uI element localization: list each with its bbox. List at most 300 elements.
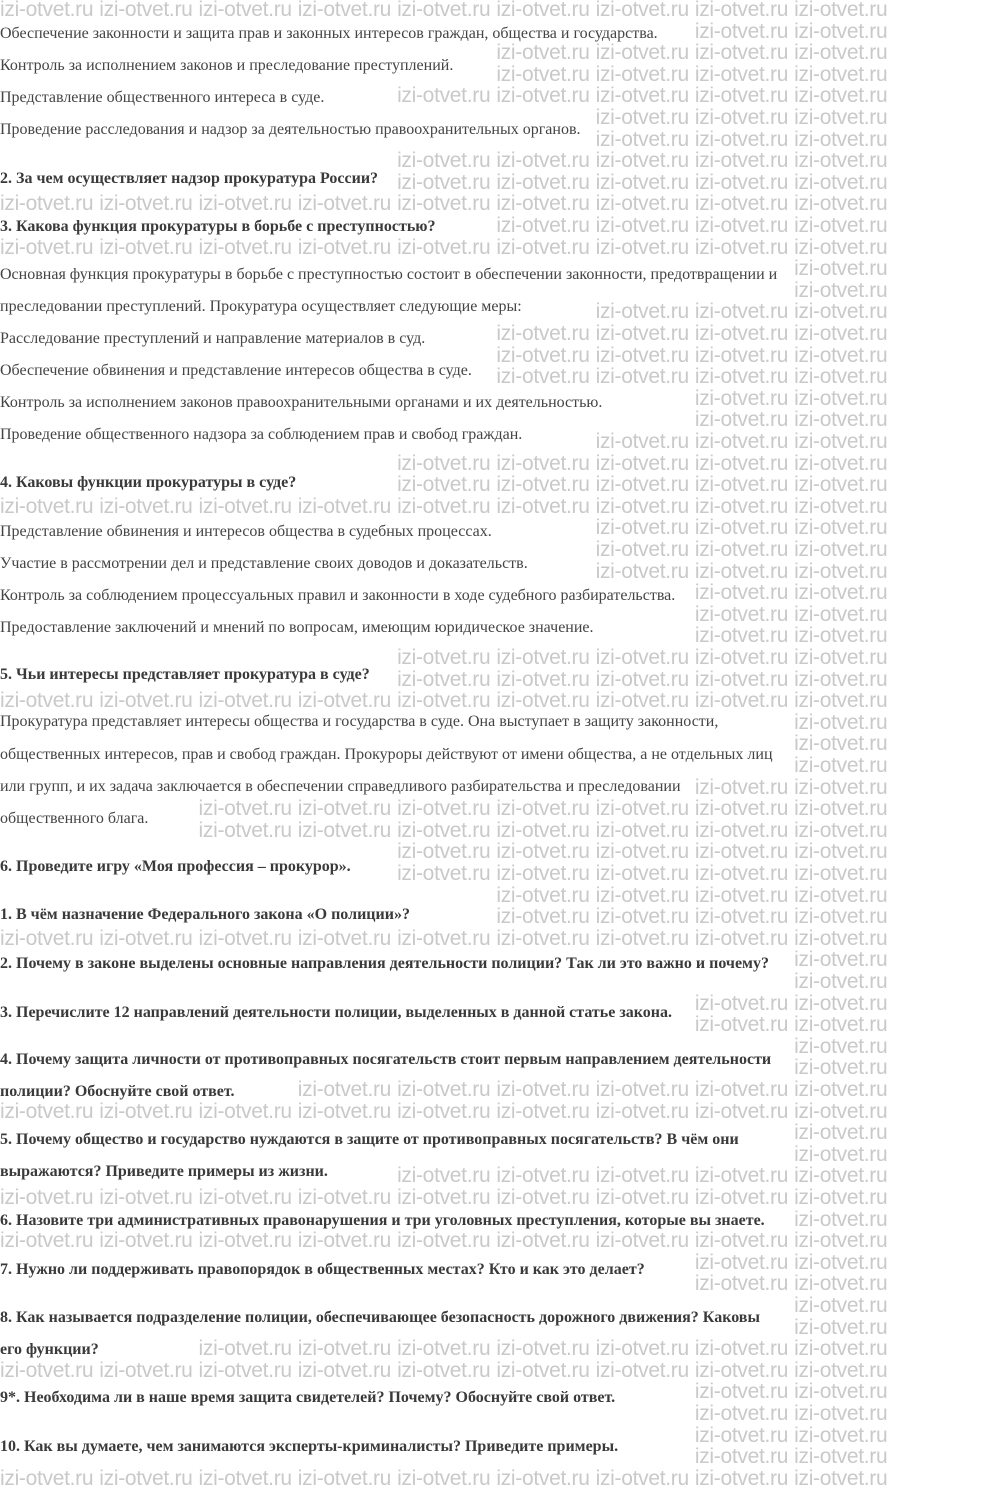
watermark-text: izi-otvet.ru <box>99 192 193 216</box>
watermark-text: izi-otvet.ru <box>694 170 789 194</box>
watermark-text: izi-otvet.ru <box>397 862 491 885</box>
question-heading: 4. Каковы функции прокуратуры в суде? <box>0 474 297 491</box>
watermark-text: izi-otvet.ru <box>794 1207 888 1231</box>
question-heading: выражаются? Приведите примеры из жизни. <box>0 1163 328 1180</box>
watermark-text: izi-otvet.ru <box>794 170 888 194</box>
watermark-text: izi-otvet.ru <box>694 408 789 432</box>
watermark-text: izi-otvet.ru <box>794 862 888 885</box>
watermark-text: izi-otvet.ru <box>0 192 94 216</box>
watermark-text: izi-otvet.ru <box>0 0 94 21</box>
watermark-text: izi-otvet.ru <box>595 516 689 540</box>
watermark-text: izi-otvet.ru <box>794 516 888 540</box>
watermark-text: izi-otvet.ru <box>595 1078 689 1101</box>
watermark-text: izi-otvet.ru <box>694 84 789 108</box>
watermark-text: izi-otvet.ru <box>694 127 789 151</box>
watermark-text: izi-otvet.ru <box>694 1078 789 1101</box>
watermark-text: izi-otvet.ru <box>496 0 590 21</box>
watermark-text: izi-otvet.ru <box>794 775 888 799</box>
watermark-text: izi-otvet.ru <box>694 0 789 21</box>
watermark-text: izi-otvet.ru <box>694 667 789 691</box>
watermark-text: izi-otvet.ru <box>397 1229 491 1253</box>
watermark-text: izi-otvet.ru <box>794 322 888 345</box>
watermark-text: izi-otvet.ru <box>595 926 689 950</box>
watermark-text: izi-otvet.ru <box>297 494 392 518</box>
watermark-text: izi-otvet.ru <box>794 84 888 108</box>
watermark-text: izi-otvet.ru <box>694 106 789 129</box>
watermark-text: izi-otvet.ru <box>397 1164 491 1188</box>
watermark-text: izi-otvet.ru <box>496 343 590 367</box>
watermark-text: izi-otvet.ru <box>694 883 789 907</box>
watermark-text: izi-otvet.ru <box>0 1466 94 1490</box>
watermark-text: izi-otvet.ru <box>297 689 392 713</box>
watermark-text: izi-otvet.ru <box>794 948 888 972</box>
watermark-text: izi-otvet.ru <box>0 494 94 518</box>
watermark-text: izi-otvet.ru <box>694 149 789 173</box>
answer-text: Прокуратура представляет интересы общества и государства в суде. Она выступает в защиту законности, <box>0 713 719 730</box>
watermark-text: izi-otvet.ru <box>694 473 789 497</box>
question-heading: 7. Нужно ли поддерживать правопорядок в общественных местах? Кто и как это делает? <box>0 1261 645 1278</box>
watermark-text: izi-otvet.ru <box>694 1164 789 1188</box>
watermark-text: izi-otvet.ru <box>595 149 689 173</box>
watermark-text: izi-otvet.ru <box>198 192 292 216</box>
answer-text: Контроль за соблюдением процессуальных правил и законности в ходе судебного разбирательства. <box>0 587 676 604</box>
answer-text: Обеспечение обвинения и представление интересов общества в суде. <box>0 362 472 379</box>
watermark-text: izi-otvet.ru <box>595 1099 689 1123</box>
watermark-text: izi-otvet.ru <box>694 343 789 367</box>
watermark-text: izi-otvet.ru <box>595 451 689 475</box>
watermark-text: izi-otvet.ru <box>794 1272 888 1296</box>
watermark-text: izi-otvet.ru <box>99 1466 193 1490</box>
question-heading: 2. За чем осуществляет надзор прокуратура России? <box>0 170 379 187</box>
watermark-text: izi-otvet.ru <box>694 214 789 237</box>
watermark-text: izi-otvet.ru <box>794 1402 888 1425</box>
watermark-text: izi-otvet.ru <box>794 559 888 583</box>
watermark-text: izi-otvet.ru <box>694 797 789 821</box>
answer-text: Контроль за исполнением законов правоохранительными органами и их деятельностью. <box>0 394 603 411</box>
watermark-text: izi-otvet.ru <box>496 235 590 259</box>
watermark-text: izi-otvet.ru <box>595 538 689 561</box>
watermark-text: izi-otvet.ru <box>397 170 491 194</box>
answer-text: общественного блага. <box>0 810 149 827</box>
watermark-text: izi-otvet.ru <box>0 1229 94 1253</box>
watermark-text: izi-otvet.ru <box>794 710 888 734</box>
watermark-text: izi-otvet.ru <box>496 905 590 929</box>
watermark-text: izi-otvet.ru <box>794 451 888 475</box>
watermark-text: izi-otvet.ru <box>794 386 888 410</box>
watermark-text: izi-otvet.ru <box>694 602 789 626</box>
watermark-text: izi-otvet.ru <box>794 581 888 605</box>
watermark-text: izi-otvet.ru <box>794 1121 888 1145</box>
watermark-text: izi-otvet.ru <box>794 754 888 777</box>
answer-text: Представление обвинения и интересов общества в судебных процессах. <box>0 523 492 540</box>
watermark-text: izi-otvet.ru <box>694 300 789 324</box>
watermark-text: izi-otvet.ru <box>496 1466 590 1490</box>
watermark-text: izi-otvet.ru <box>496 214 590 237</box>
watermark-text: izi-otvet.ru <box>397 840 491 864</box>
watermark-text: izi-otvet.ru <box>794 602 888 626</box>
watermark-text: izi-otvet.ru <box>297 192 392 216</box>
watermark-text: izi-otvet.ru <box>496 365 590 389</box>
watermark-text: izi-otvet.ru <box>794 538 888 561</box>
answer-text: Предоставление заключений и мнений по вопросам, имеющим юридическое значение. <box>0 619 594 636</box>
question-heading: 3. Какова функция прокуратуры в борьбе с преступностью? <box>0 218 436 235</box>
watermark-text: izi-otvet.ru <box>297 797 392 821</box>
watermark-text: izi-otvet.ru <box>595 797 689 821</box>
watermark-text: izi-otvet.ru <box>0 1099 94 1123</box>
watermark-text: izi-otvet.ru <box>198 818 292 842</box>
answer-text: Расследование преступлений и направление материалов в суд. <box>0 330 426 347</box>
watermark-text: izi-otvet.ru <box>694 689 789 713</box>
question-heading: 2. Почему в законе выделены основные направления деятельности полиции? Так ли это важно и почему? <box>0 955 769 972</box>
watermark-text: izi-otvet.ru <box>99 926 193 950</box>
watermark-text: izi-otvet.ru <box>794 1358 888 1382</box>
watermark-text: izi-otvet.ru <box>694 905 789 929</box>
watermark-text: izi-otvet.ru <box>496 926 590 950</box>
watermark-text: izi-otvet.ru <box>794 1078 888 1101</box>
watermark-text: izi-otvet.ru <box>794 278 888 302</box>
answer-text: Обеспечение законности и защита прав и законных интересов граждан, общества и государства. <box>0 25 658 42</box>
watermark-text: izi-otvet.ru <box>595 300 689 324</box>
watermark-text: izi-otvet.ru <box>794 689 888 713</box>
watermark-text: izi-otvet.ru <box>794 1380 888 1404</box>
watermark-text: izi-otvet.ru <box>694 1380 789 1404</box>
watermark-text: izi-otvet.ru <box>794 343 888 367</box>
watermark-text: izi-otvet.ru <box>794 818 888 842</box>
watermark-text: izi-otvet.ru <box>297 0 392 21</box>
watermark-text: izi-otvet.ru <box>794 970 888 993</box>
watermark-text: izi-otvet.ru <box>397 235 491 259</box>
watermark-text: izi-otvet.ru <box>694 386 789 410</box>
watermark-text: izi-otvet.ru <box>99 689 193 713</box>
watermark-text: izi-otvet.ru <box>694 818 789 842</box>
watermark-text: izi-otvet.ru <box>496 840 590 864</box>
watermark-text: izi-otvet.ru <box>694 1272 789 1296</box>
watermark-text: izi-otvet.ru <box>595 322 689 345</box>
watermark-text: izi-otvet.ru <box>595 0 689 21</box>
watermark-text: izi-otvet.ru <box>0 926 94 950</box>
watermark-text: izi-otvet.ru <box>595 343 689 367</box>
watermark-text: izi-otvet.ru <box>694 430 789 453</box>
watermark-text: izi-otvet.ru <box>397 1186 491 1209</box>
watermark-text: izi-otvet.ru <box>595 84 689 108</box>
watermark-text: izi-otvet.ru <box>694 1229 789 1253</box>
watermark-text: izi-otvet.ru <box>99 1186 193 1209</box>
watermark-text: izi-otvet.ru <box>496 473 590 497</box>
watermark-text: izi-otvet.ru <box>496 1337 590 1361</box>
watermark-text: izi-otvet.ru <box>794 883 888 907</box>
watermark-text: izi-otvet.ru <box>595 1337 689 1361</box>
watermark-text: izi-otvet.ru <box>595 1466 689 1490</box>
watermark-text: izi-otvet.ru <box>694 62 789 86</box>
watermark-text: izi-otvet.ru <box>794 646 888 669</box>
answer-text: Проведение расследования и надзор за деятельностью правоохранительных органов. <box>0 121 581 138</box>
watermark-text: izi-otvet.ru <box>694 1466 789 1490</box>
watermark-text: izi-otvet.ru <box>794 732 888 756</box>
watermark-text: izi-otvet.ru <box>397 451 491 475</box>
watermark-text: izi-otvet.ru <box>794 1013 888 1037</box>
watermark-text: izi-otvet.ru <box>794 797 888 821</box>
watermark-text: izi-otvet.ru <box>397 689 491 713</box>
watermark-text: izi-otvet.ru <box>794 1315 888 1339</box>
watermark-text: izi-otvet.ru <box>297 1186 392 1209</box>
watermark-text: izi-otvet.ru <box>694 991 789 1015</box>
watermark-text: izi-otvet.ru <box>595 646 689 669</box>
watermark-text: izi-otvet.ru <box>794 905 888 929</box>
watermark-text: izi-otvet.ru <box>496 170 590 194</box>
watermark-text: izi-otvet.ru <box>99 0 193 21</box>
watermark-text: izi-otvet.ru <box>496 1099 590 1123</box>
watermark-text: izi-otvet.ru <box>794 1337 888 1361</box>
watermark-text: izi-otvet.ru <box>595 62 689 86</box>
watermark-text: izi-otvet.ru <box>297 1229 392 1253</box>
watermark-text: izi-otvet.ru <box>694 646 789 669</box>
watermark-text: izi-otvet.ru <box>198 689 292 713</box>
watermark-text: izi-otvet.ru <box>794 1229 888 1253</box>
watermark-text: izi-otvet.ru <box>595 106 689 129</box>
watermark-text: izi-otvet.ru <box>297 1099 392 1123</box>
watermark-text: izi-otvet.ru <box>794 192 888 216</box>
watermark-text: izi-otvet.ru <box>496 451 590 475</box>
watermark-text: izi-otvet.ru <box>595 667 689 691</box>
watermark-text: izi-otvet.ru <box>694 926 789 950</box>
watermark-text: izi-otvet.ru <box>496 1186 590 1209</box>
watermark-text: izi-otvet.ru <box>794 1445 888 1469</box>
watermark-text: izi-otvet.ru <box>595 365 689 389</box>
watermark-text: izi-otvet.ru <box>794 214 888 237</box>
watermark-text: izi-otvet.ru <box>198 1229 292 1253</box>
watermark-text: izi-otvet.ru <box>496 41 590 65</box>
watermark-text: izi-otvet.ru <box>397 84 491 108</box>
question-heading: 1. В чём назначение Федерального закона «О полиции»? <box>0 906 410 923</box>
watermark-text: izi-otvet.ru <box>99 235 193 259</box>
watermark-text: izi-otvet.ru <box>694 1337 789 1361</box>
watermark-text: izi-otvet.ru <box>595 1358 689 1382</box>
watermark-text: izi-otvet.ru <box>794 62 888 86</box>
watermark-text: izi-otvet.ru <box>496 494 590 518</box>
watermark-text: izi-otvet.ru <box>595 1164 689 1188</box>
watermark-text: izi-otvet.ru <box>595 494 689 518</box>
watermark-text: izi-otvet.ru <box>595 1186 689 1209</box>
watermark-text: izi-otvet.ru <box>297 926 392 950</box>
watermark-text: izi-otvet.ru <box>794 1186 888 1209</box>
watermark-text: izi-otvet.ru <box>397 0 491 21</box>
watermark-text: izi-otvet.ru <box>496 883 590 907</box>
watermark-text: izi-otvet.ru <box>297 1466 392 1490</box>
watermark-text: izi-otvet.ru <box>595 905 689 929</box>
watermark-text: izi-otvet.ru <box>99 1099 193 1123</box>
watermark-text: izi-otvet.ru <box>694 1099 789 1123</box>
question-heading: 3. Перечислите 12 направлений деятельности полиции, выделенных в данной статье закона. <box>0 1004 672 1021</box>
answer-text: преследовании преступлений. Прокуратура осуществляет следующие меры: <box>0 298 522 315</box>
watermark-text: izi-otvet.ru <box>694 451 789 475</box>
watermark-text: izi-otvet.ru <box>794 624 888 648</box>
watermark-text: izi-otvet.ru <box>198 235 292 259</box>
watermark-text: izi-otvet.ru <box>595 689 689 713</box>
watermark-text: izi-otvet.ru <box>595 559 689 583</box>
watermark-text: izi-otvet.ru <box>397 192 491 216</box>
answer-text: Представление общественного интереса в суде. <box>0 89 325 106</box>
watermark-text: izi-otvet.ru <box>694 365 789 389</box>
watermark-text: izi-otvet.ru <box>496 646 590 669</box>
answer-text: Проведение общественного надзора за соблюдением прав и свобод граждан. <box>0 426 523 443</box>
answer-text: Участие в рассмотрении дел и представление своих доводов и доказательств. <box>0 555 528 572</box>
watermark-text: izi-otvet.ru <box>198 0 292 21</box>
watermark-text: izi-otvet.ru <box>694 516 789 540</box>
watermark-text: izi-otvet.ru <box>297 1337 392 1361</box>
watermark-text: izi-otvet.ru <box>595 473 689 497</box>
watermark-text: izi-otvet.ru <box>397 149 491 173</box>
watermark-text: izi-otvet.ru <box>198 1186 292 1209</box>
watermark-text: izi-otvet.ru <box>794 991 888 1015</box>
watermark-text: izi-otvet.ru <box>794 1466 888 1490</box>
watermark-text: izi-otvet.ru <box>397 494 491 518</box>
watermark-text: izi-otvet.ru <box>496 84 590 108</box>
watermark-text: izi-otvet.ru <box>595 862 689 885</box>
watermark-text: izi-otvet.ru <box>694 192 789 216</box>
watermark-text: izi-otvet.ru <box>0 235 94 259</box>
watermark-text: izi-otvet.ru <box>0 689 94 713</box>
watermark-text: izi-otvet.ru <box>99 1358 193 1382</box>
watermark-text: izi-otvet.ru <box>694 862 789 885</box>
watermark-text: izi-otvet.ru <box>496 1229 590 1253</box>
watermark-text: izi-otvet.ru <box>794 149 888 173</box>
watermark-text: izi-otvet.ru <box>496 689 590 713</box>
watermark-text: izi-otvet.ru <box>794 1034 888 1058</box>
watermark-text: izi-otvet.ru <box>694 41 789 65</box>
watermark-text: izi-otvet.ru <box>397 926 491 950</box>
watermark-text: izi-otvet.ru <box>794 926 888 950</box>
question-heading: 10. Как вы думаете, чем занимаются эксперты-криминалисты? Приведите примеры. <box>0 1438 619 1455</box>
watermark-text: izi-otvet.ru <box>694 235 789 259</box>
watermark-text: izi-otvet.ru <box>794 840 888 864</box>
watermark-text: izi-otvet.ru <box>496 192 590 216</box>
watermark-text: izi-otvet.ru <box>198 926 292 950</box>
watermark-text: izi-otvet.ru <box>397 797 491 821</box>
watermark-text: izi-otvet.ru <box>297 818 392 842</box>
watermark-text: izi-otvet.ru <box>794 473 888 497</box>
watermark-text: izi-otvet.ru <box>595 127 689 151</box>
question-heading: полиции? Обоснуйте свой ответ. <box>0 1083 235 1100</box>
watermark-text: izi-otvet.ru <box>794 1164 888 1188</box>
watermark-text: izi-otvet.ru <box>496 862 590 885</box>
watermark-text: izi-otvet.ru <box>297 1078 392 1101</box>
watermark-text: izi-otvet.ru <box>694 1250 789 1274</box>
watermark-text: izi-otvet.ru <box>694 1358 789 1382</box>
watermark-text: izi-otvet.ru <box>694 1402 789 1425</box>
watermark-text: izi-otvet.ru <box>198 1358 292 1382</box>
watermark-text: izi-otvet.ru <box>794 300 888 324</box>
watermark-text: izi-otvet.ru <box>397 818 491 842</box>
watermark-text: izi-otvet.ru <box>397 1466 491 1490</box>
watermark-text: izi-otvet.ru <box>794 1099 888 1123</box>
watermark-text: izi-otvet.ru <box>496 322 590 345</box>
watermark-text: izi-otvet.ru <box>496 797 590 821</box>
watermark-text: izi-otvet.ru <box>694 1423 789 1447</box>
watermark-text: izi-otvet.ru <box>496 149 590 173</box>
watermark-text: izi-otvet.ru <box>595 170 689 194</box>
watermark-text: izi-otvet.ru <box>595 235 689 259</box>
watermark-text: izi-otvet.ru <box>794 667 888 691</box>
watermark-text: izi-otvet.ru <box>297 1358 392 1382</box>
watermark-text: izi-otvet.ru <box>694 19 789 43</box>
question-heading: его функции? <box>0 1341 99 1358</box>
watermark-text: izi-otvet.ru <box>794 127 888 151</box>
watermark-text: izi-otvet.ru <box>694 1445 789 1469</box>
watermark-text: izi-otvet.ru <box>794 1056 888 1080</box>
watermark-text: izi-otvet.ru <box>595 430 689 453</box>
watermark-text: izi-otvet.ru <box>198 1099 292 1123</box>
watermark-text: izi-otvet.ru <box>397 667 491 691</box>
question-heading: 9*. Необходима ли в наше время защита свидетелей? Почему? Обоснуйте свой ответ. <box>0 1389 616 1406</box>
watermark-text: izi-otvet.ru <box>794 19 888 43</box>
watermark-text: izi-otvet.ru <box>694 494 789 518</box>
answer-text: или групп, и их задача заключается в обеспечении справедливого разбирательства и преследовании <box>0 778 681 795</box>
watermark-text: izi-otvet.ru <box>794 257 888 281</box>
answer-text: Основная функция прокуратуры в борьбе с преступностью состоит в обеспечении законности, предотвращении и <box>0 266 778 283</box>
watermark-text: izi-otvet.ru <box>595 192 689 216</box>
watermark-text: izi-otvet.ru <box>694 322 789 345</box>
watermark-text: izi-otvet.ru <box>198 1337 292 1361</box>
watermark-text: izi-otvet.ru <box>496 1078 590 1101</box>
watermark-text: izi-otvet.ru <box>397 646 491 669</box>
question-heading: 8. Как называется подразделение полиции, обеспечивающее безопасность дорожного движения? Каковы <box>0 1309 760 1326</box>
watermark-text: izi-otvet.ru <box>794 408 888 432</box>
watermark-text: izi-otvet.ru <box>794 106 888 129</box>
watermark-text: izi-otvet.ru <box>694 775 789 799</box>
answer-text: общественных интересов, прав и свобод граждан. Прокуроры действуют от имени общества, а не отдельных лиц <box>0 746 773 763</box>
watermark-text: izi-otvet.ru <box>496 667 590 691</box>
watermark-text: izi-otvet.ru <box>595 818 689 842</box>
question-heading: 5. Чьи интересы представляет прокуратура в суде? <box>0 666 370 683</box>
watermark-text: izi-otvet.ru <box>794 430 888 453</box>
watermark-text: izi-otvet.ru <box>397 473 491 497</box>
watermark-text: izi-otvet.ru <box>794 1250 888 1274</box>
watermark-text: izi-otvet.ru <box>198 1466 292 1490</box>
watermark-text: izi-otvet.ru <box>794 41 888 65</box>
watermark-text: izi-otvet.ru <box>694 840 789 864</box>
watermark-text: izi-otvet.ru <box>496 1164 590 1188</box>
watermark-text: izi-otvet.ru <box>595 840 689 864</box>
watermark-text: izi-otvet.ru <box>595 1229 689 1253</box>
watermark-text: izi-otvet.ru <box>0 1358 94 1382</box>
watermark-text: izi-otvet.ru <box>794 235 888 259</box>
watermark-text: izi-otvet.ru <box>694 1013 789 1037</box>
question-heading: 6. Проведите игру «Моя профессия – прокурор». <box>0 858 351 875</box>
watermark-text: izi-otvet.ru <box>794 0 888 21</box>
watermark-text: izi-otvet.ru <box>694 538 789 561</box>
question-heading: 5. Почему общество и государство нуждаются в защите от противоправных посягательств? В чём они <box>0 1131 739 1148</box>
watermark-text: izi-otvet.ru <box>694 581 789 605</box>
question-heading: 6. Назовите три административных правонарушения и три уголовных преступления, которые вы знаете. <box>0 1212 765 1229</box>
watermark-text: izi-otvet.ru <box>694 624 789 648</box>
watermark-text: izi-otvet.ru <box>397 1078 491 1101</box>
watermark-text: izi-otvet.ru <box>794 1142 888 1166</box>
watermark-text: izi-otvet.ru <box>595 883 689 907</box>
watermark-text: izi-otvet.ru <box>595 41 689 65</box>
watermark-text: izi-otvet.ru <box>99 494 193 518</box>
watermark-text: izi-otvet.ru <box>397 1099 491 1123</box>
watermark-text: izi-otvet.ru <box>794 1423 888 1447</box>
watermark-text: izi-otvet.ru <box>794 365 888 389</box>
watermark-text: izi-otvet.ru <box>496 62 590 86</box>
watermark-text: izi-otvet.ru <box>397 1337 491 1361</box>
watermark-text: izi-otvet.ru <box>0 1186 94 1209</box>
watermark-text: izi-otvet.ru <box>297 235 392 259</box>
watermark-text: izi-otvet.ru <box>198 797 292 821</box>
watermark-text: izi-otvet.ru <box>397 1358 491 1382</box>
watermark-text: izi-otvet.ru <box>496 818 590 842</box>
watermark-text: izi-otvet.ru <box>794 1294 888 1317</box>
